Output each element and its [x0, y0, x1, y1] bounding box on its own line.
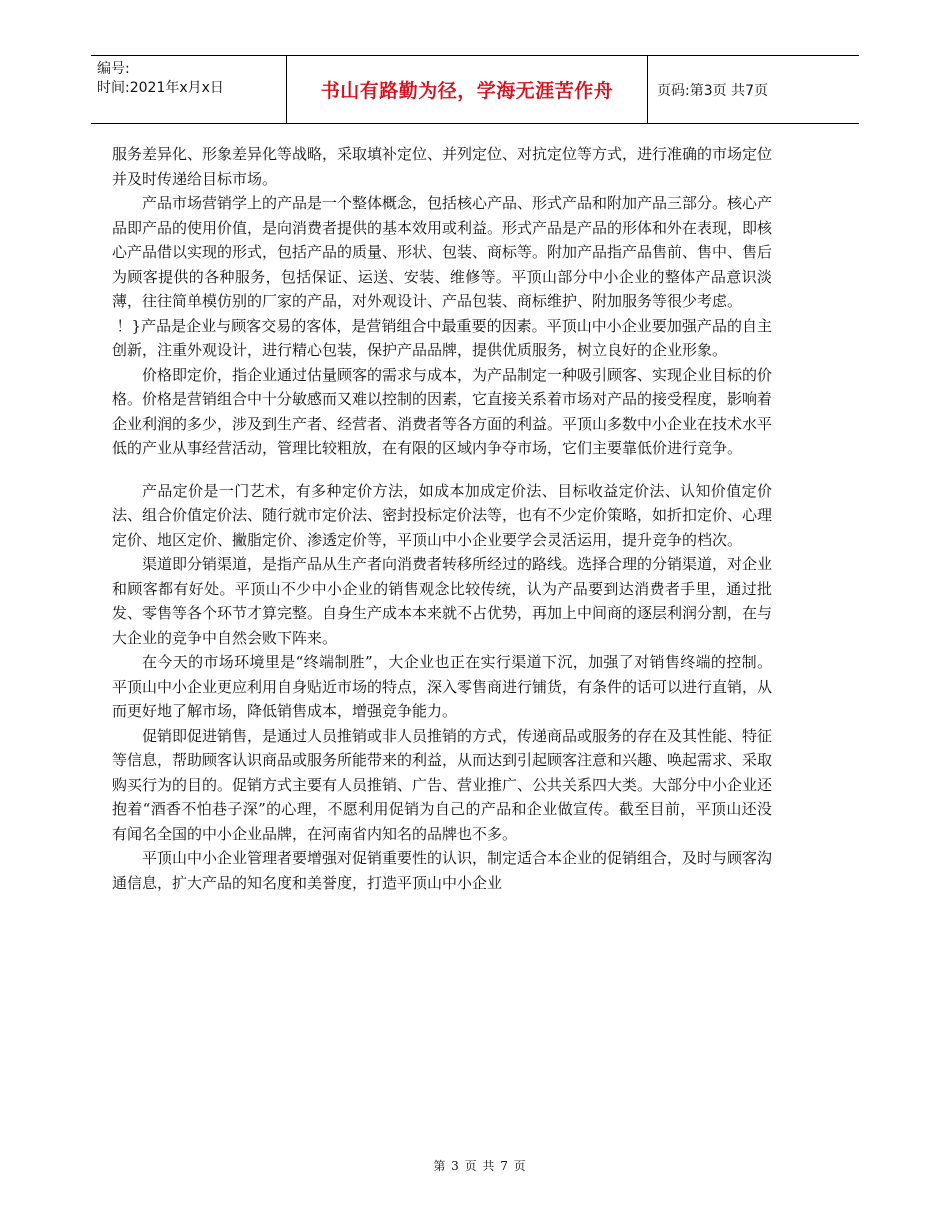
header-meta: [97, 60, 282, 98]
paragraph: 产品定价是一门艺术，有多种定价方法，如成本加成定价法、目标收益定价法、认知价值定价法、组合价值定价法、随行就市定价法、密封投标定价法等，也有不少定价策略，如折扣定价、心理定价、地区定价、撇脂定价、渗透定价等，平顶山中小企业要学会灵活运用，提升竞争的档次。: [112, 481, 773, 549]
paragraph: 服务差异化、形象差异化等战略，采取填补定位、并列定位、对抗定位等方式，进行准确的市场定位并及时传递给目标市场。: [112, 145, 773, 188]
header-page-number: 页码:第3页 共7页: [657, 82, 768, 99]
paragraph: 促销即促进销售，是通过人员推销或非人员推销的方式，传递商品或服务的存在及其性能、特征等信息，帮助顾客认识商品或服务所能带来的利益，从而达到引起顾客注意和兴趣、唤起需求、采取购买行为的目的。促销方式主要有人员推销、广告、营业推广、公共关系四大类。大部分中小企业还抱着“酒香不怕巷子深”的心理，不愿利用促销为自己的产品和企业做宣传。截至目前，平顶山还没有闻名全国的中小企业品牌，在河南省内知名的品牌也不多。: [112, 726, 773, 843]
paragraph: 渠道即分销渠道，是指产品从生产者向消费者转移所经过的路线。选择合理的分销渠道，对企业和顾客都有好处。平顶山不少中小企业的销售观念比较传统，认为产品要到达消费者手里，通过批发、零售等各个环节才算完整。自身生产成本本来就不占优势，再加上中间商的逐层利润分割，在与大企业的竞争中自然会败下阵来。: [112, 555, 773, 647]
paragraph: ！}产品是企业与顾客交易的客体，是营销组合中最重要的因素。平顶山中小企业要加强产品的自主创新，注重外观设计，进行精心包装，保护产品品牌，提供优质服务，树立良好的企业形象。: [112, 316, 772, 359]
header-motto: 书山有路勤为径，学海无涯苦作舟: [286, 56, 648, 123]
page-header: [91, 55, 859, 124]
document-body: [112, 142, 772, 895]
document-time-label: 时间:2021年x月x日: [97, 80, 224, 96]
paragraph: 平顶山中小企业管理者要增强对促销重要性的认识，制定适合本企业的促销组合，及时与顾客沟通信息，扩大产品的知名度和美誉度，打造平顶山中小企业: [112, 849, 773, 892]
paragraph: 在今天的市场环境里是“终端制胜”，大企业也正在实行渠道下沉，加强了对销售终端的控制。平顶山中小企业更应利用自身贴近市场的特点，深入零售商进行铺货，有条件的话可以进行直销，从而更好地了解市场，降低销售成本，增强竞争能力。: [112, 653, 773, 720]
paragraph: 价格即定价，指企业通过估量顾客的需求与成本，为产品制定一种吸引顾客、实现企业目标的价格。价格是营销组合中十分敏感而又难以控制的因素，它直接关系着市场对产品的接受程度，影响着企业利润的多少，涉及到生产者、经营者、消费者等各方面的利益。平顶山多数中小企业在技术水平低的产业从事经营活动，管理比较粗放，在有限的区域内争夺市场，它们主要靠低价进行竞争。: [112, 365, 773, 457]
paragraph: 产品市场营销学上的产品是一个整体概念，包括核心产品、形式产品和附加产品三部分。核心产品即产品的使用价值，是向消费者提供的基本效用或利益。形式产品是产品的形体和外在表现，即核心产品借以实现的形式，包括产品的质量、形状、包装、商标等。附加产品指产品售前、售中、售后为顾客提供的各种服务，包括保证、运送、安装、维修等。平顶山部分中小企业的整体产品意识淡薄，往往简单模仿别的厂家的产品，对外观设计、产品包装、商标维护、附加服务等很少考虑。: [112, 194, 773, 310]
document-number-label: 编号:: [97, 61, 130, 77]
page-footer: 第 3 页 共 7 页: [433, 1159, 527, 1173]
